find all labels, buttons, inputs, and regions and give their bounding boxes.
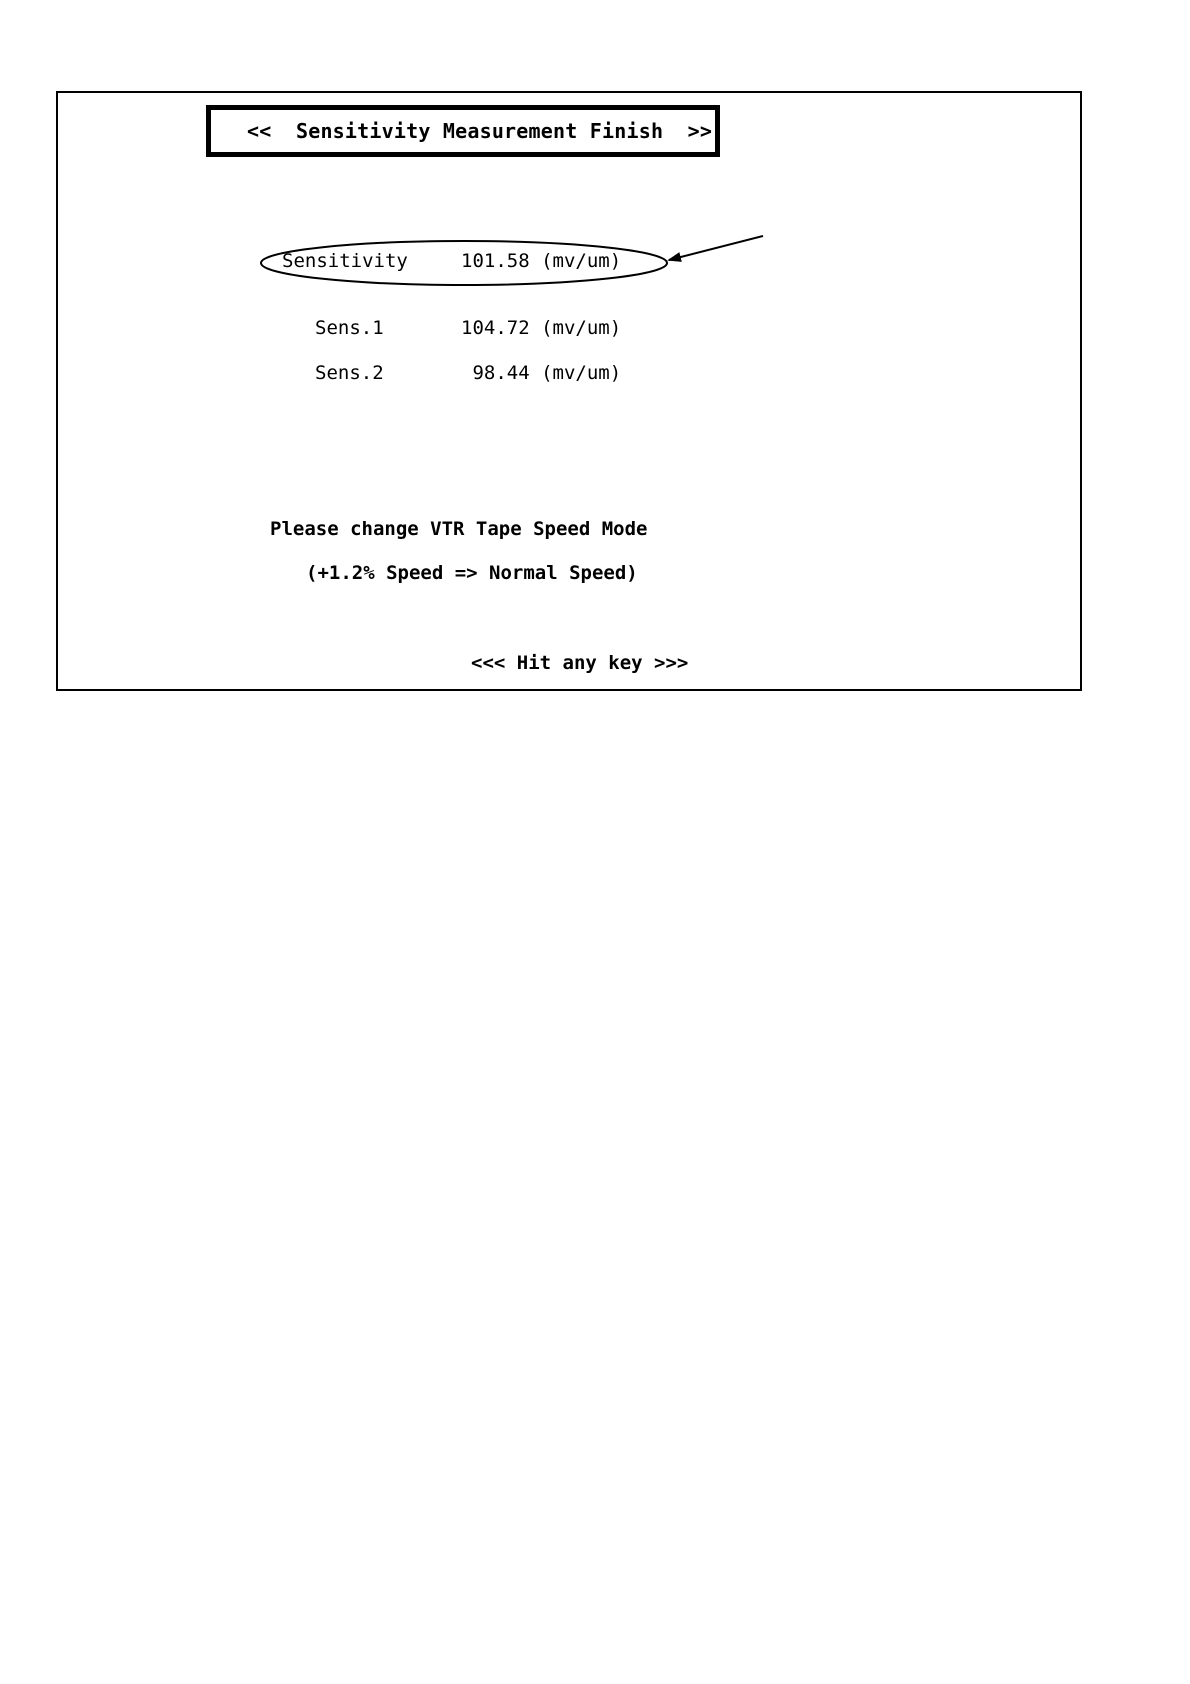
sens2-value: 98.44 (mv/um) [461, 362, 622, 384]
pointer-arrow [669, 236, 763, 260]
sens1-label: Sens.1 [315, 317, 384, 339]
screen-title: << Sensitivity Measurement Finish >> [247, 119, 713, 143]
sensitivity-label: Sensitivity [282, 250, 408, 272]
sens1-value: 104.72 (mv/um) [461, 317, 622, 339]
terminal-screen [56, 91, 1082, 691]
sens2-row [58, 362, 622, 450]
annotation-overlay [58, 93, 1084, 693]
sensitivity-value: 101.58 (mv/um) [461, 250, 622, 272]
instruction-line-1: Please change VTR Tape Speed Mode [270, 518, 648, 540]
sens2-label: Sens.2 [315, 362, 384, 384]
instruction-line-2: (+1.2% Speed => Normal Speed) [306, 562, 638, 584]
title-frame [206, 105, 720, 157]
hit-any-key-prompt[interactable]: <<< Hit any key >>> [471, 652, 689, 674]
